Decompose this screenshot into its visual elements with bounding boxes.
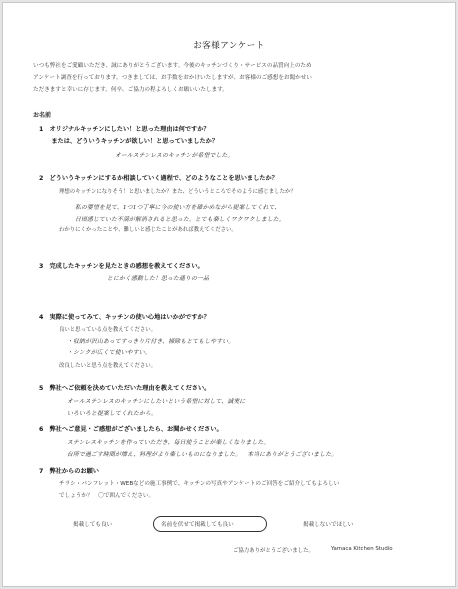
question-7-body-1: チラシ・パンフレット・WEBなどの施工事例で、キッチンの写真やアンケートのご回答をご紹介してもよろしい xyxy=(59,481,340,487)
answer-4-line-1: ・収納が沢山あってすっきり片付き、掃除もとてもしやすい。 xyxy=(67,339,235,345)
answer-3: とにかく感動した！思った通りの一品 xyxy=(107,276,209,282)
question-3: 3 完成したキッチンを見たときの感想を教えてください。 xyxy=(39,263,204,270)
answer-4-line-2: ・シンクが広くて使いやすい。 xyxy=(67,350,151,356)
question-2-sub-1: 理想のキッチンになりそう！と思いましたか？また、どういうところでそのように感じましたか？ xyxy=(59,189,296,195)
question-4-sub-2: 改良したいと思う点を教えてください。 xyxy=(59,363,157,369)
question-2-sub-2: わかりにくかったことや、難しいと感じたことがあれば教えてください。 xyxy=(59,227,237,233)
intro-line-3: ただきますと幸いに存じます。何卒、ご協力の程よろしくお願いいたします。 xyxy=(33,87,228,93)
closing-thanks: ご協力ありがとうございました。 xyxy=(233,548,314,554)
option-do-not-publish: 掲載しないでほしい xyxy=(303,522,354,528)
question-6: 6 弊社へご意見・ご感想がございましたら、お聞かせください。 xyxy=(39,426,223,433)
option-publish-ok: 掲載しても良い xyxy=(73,522,113,528)
option-publish-anonymous: 名前を伏せて掲載しても良い xyxy=(161,522,234,528)
question-7-body-2: でしょうか？ 〇で囲んでください。 xyxy=(59,493,155,499)
question-1-line-1: 1 オリジナルキッチンにしたい！と思った理由は何ですか？ xyxy=(39,126,210,133)
question-1-line-2: または、どういうキッチンが欲しい！と思っていましたか？ xyxy=(39,138,219,145)
studio-name: Yamaca Kitchen Studio xyxy=(331,546,393,552)
intro-line-2: アンケート調査を行っております。つきましては、お手数をおかけいたしますが、お客様のご感想をお聞かせい xyxy=(33,75,312,81)
question-4: 4 実際に使ってみて、キッチンの使い心地はいかがですか？ xyxy=(39,314,210,321)
page-title: お客様アンケート xyxy=(193,41,265,51)
name-label: お名前 xyxy=(33,112,52,119)
answer-2-line-2: 日頃感じていた不満が解消されると思った。とても楽しくワクワクしました。 xyxy=(75,217,285,223)
answer-1: オールステンレスのキッチンが希望でした。 xyxy=(115,153,234,159)
question-7: 7 弊社からのお願い xyxy=(39,468,99,475)
intro-line-1: いつも弊社をご愛顧いただき、誠にありがとうございます。今後のキッチンづくり・サービスの品質向上のため xyxy=(33,63,312,69)
answer-5-line-2: いろいろと提案してくれたから。 xyxy=(67,411,157,417)
answer-2-line-1: 私の要望を見て、1つ1つ丁寧に今の使い方を確かめながら提案してくれて、 xyxy=(75,205,281,211)
question-5: 5 弊社へご依頼を決めていただいた理由を教えてください。 xyxy=(39,385,211,392)
survey-sheet xyxy=(2,2,456,587)
question-2: 2 どういうキッチンにするか相談していく過程で、どのようなことを思いましたか？ xyxy=(39,175,278,182)
answer-6-line-2: 台所で過ごす時間が増え、料理がより楽しいものになりました。 本当にありがとうございました。 xyxy=(67,452,338,458)
answer-5-line-1: オールステンレスのキッチンにしたいという希望に対して、誠実に xyxy=(67,399,246,405)
question-4-sub-1: 良いと思っている点を教えてください。 xyxy=(59,327,157,333)
answer-6-line-1: ステンレスキッチンを作っていただき、毎日使うことが楽しくなりました。 xyxy=(67,440,270,446)
